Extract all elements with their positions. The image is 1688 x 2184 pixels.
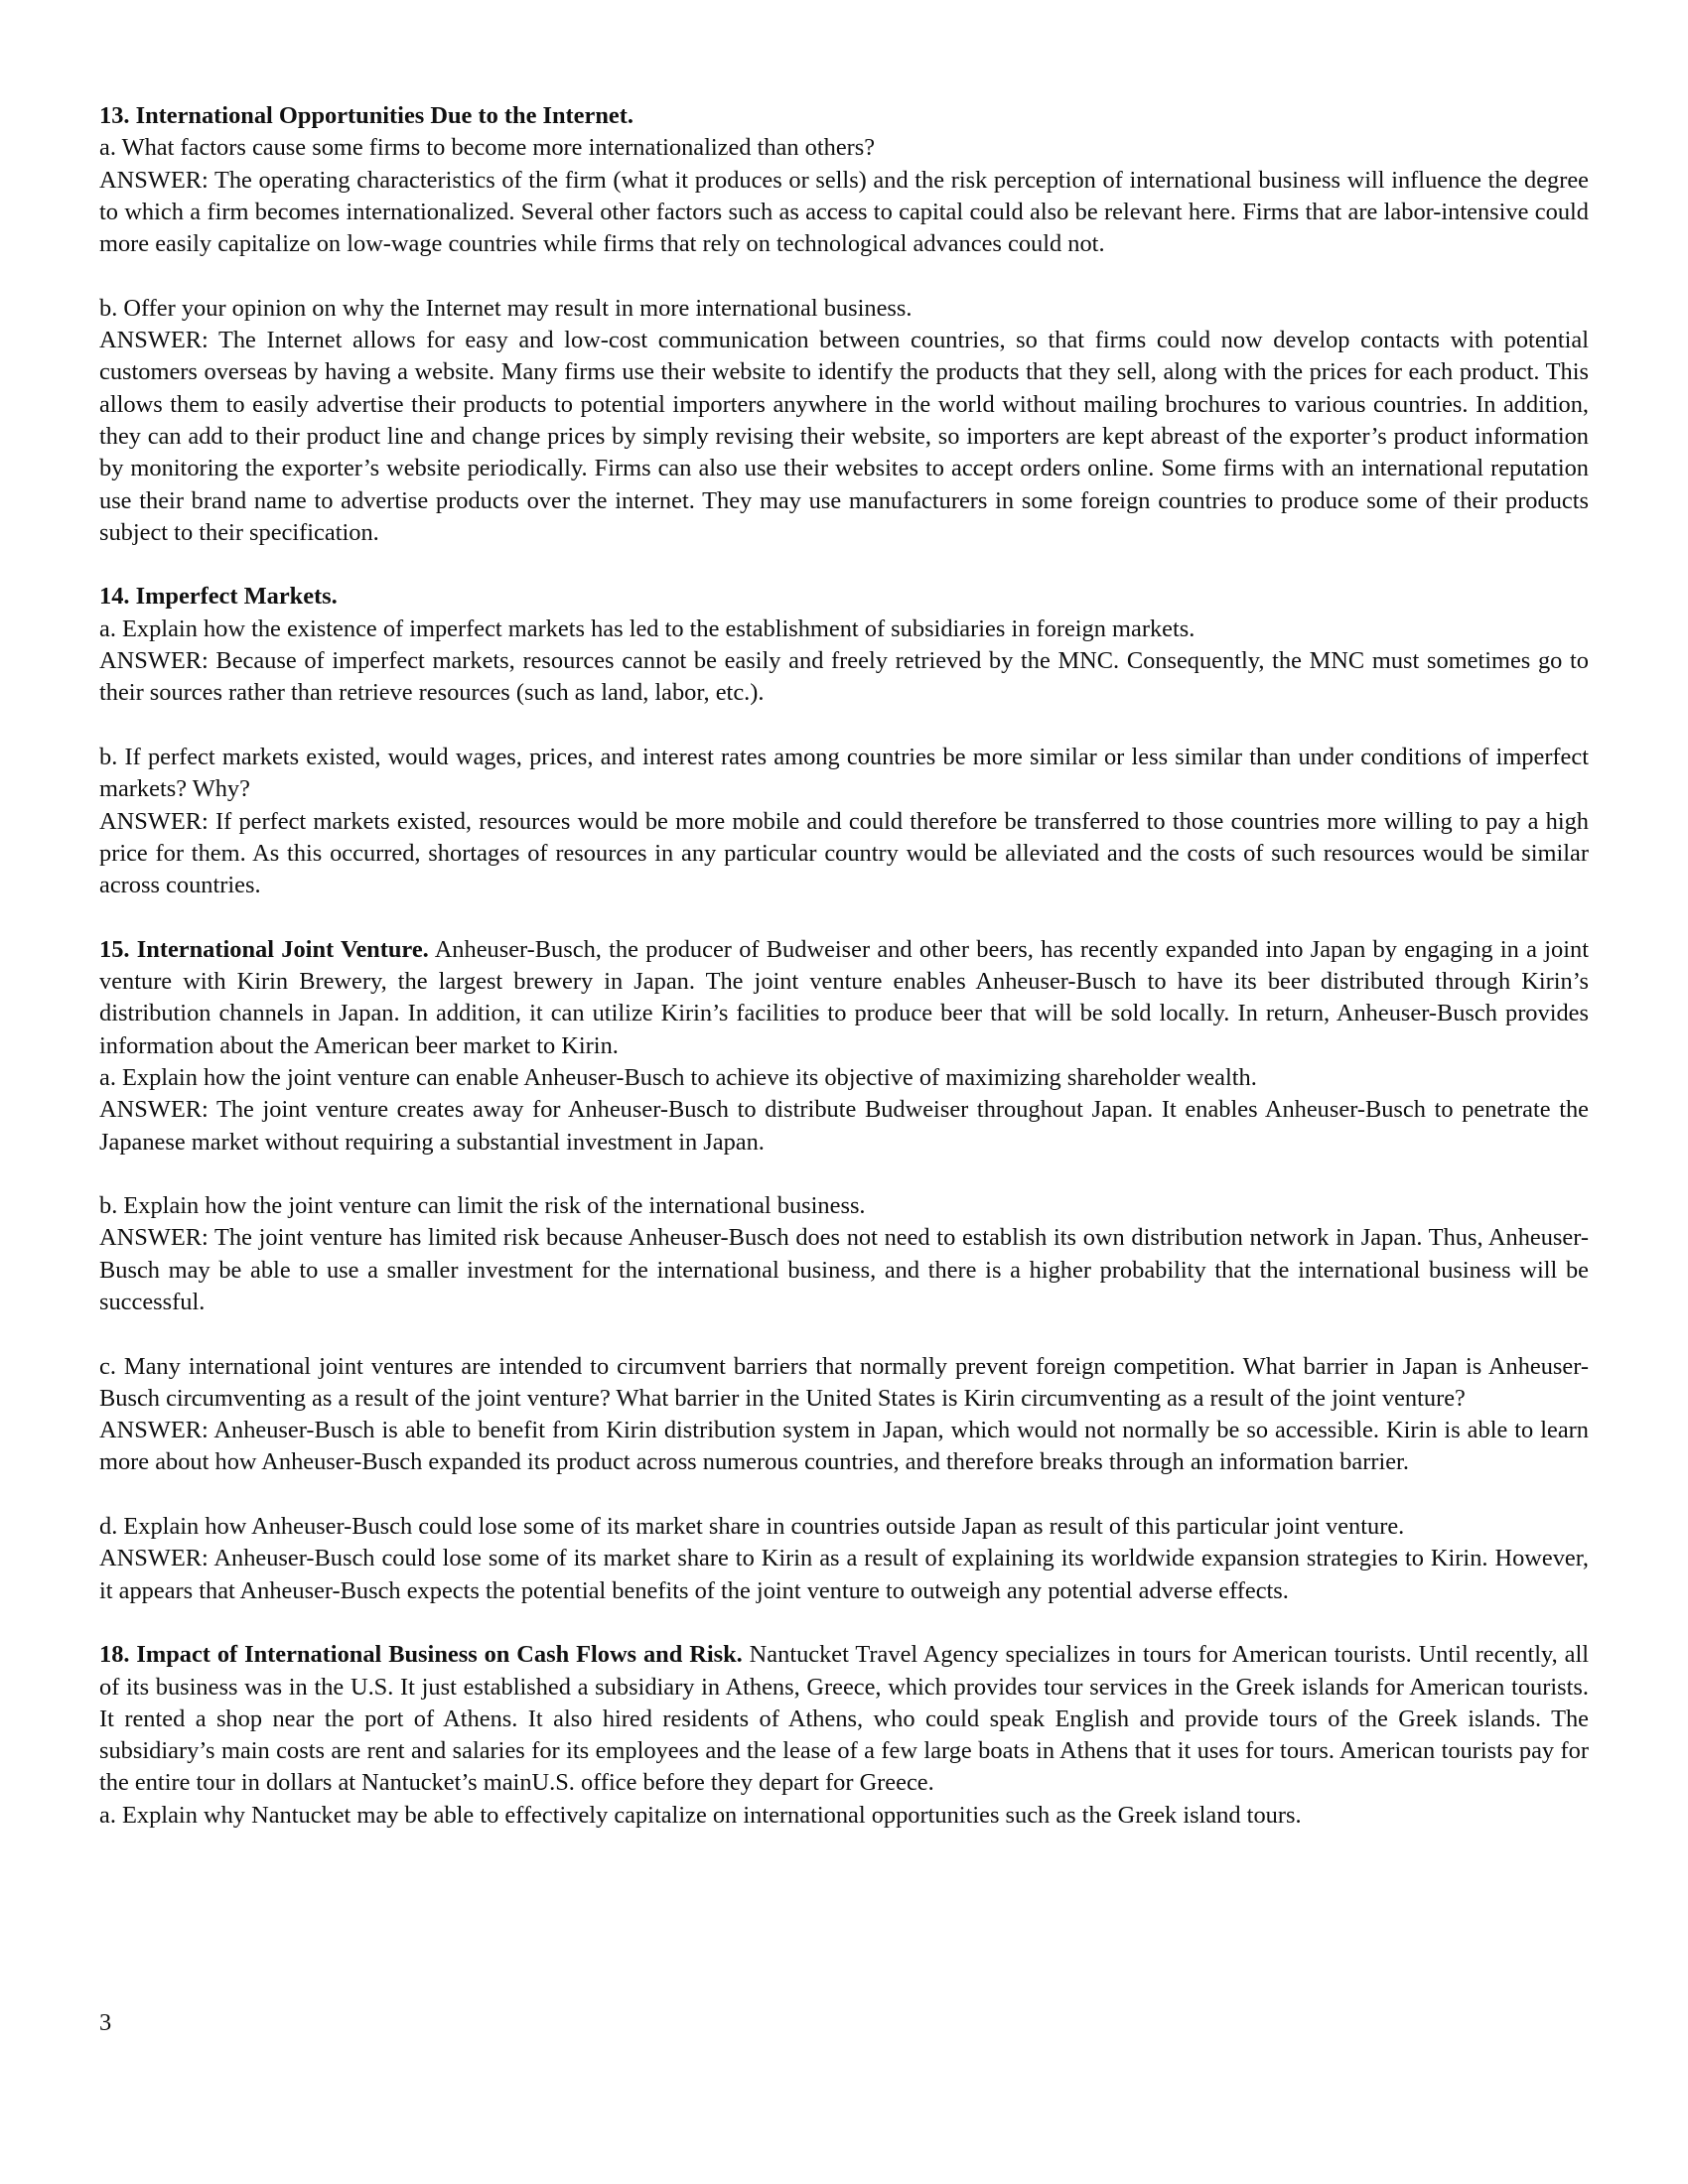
section-intro: Anheuser-Busch, the producer of Budweiser and other beers, has recently expanded into Japan by engaging in a joint venture with Kirin Brewery, the largest brewery in Japan. The joint venture enables Anheuser-Busch to have its beer distributed through Kirin’s distribution channels in Japan. In addition, it can utilize Kirin’s facilities to produce beer that will be sold locally. In return, Anheuser-Busch provides information about the American beer market to Kirin.: [99, 935, 1589, 1059]
section-heading: 13. International Opportunities Due to the Internet.: [99, 102, 633, 129]
question-text: c. Many international joint ventures are intended to circumvent barriers that normally prevent foreign competition. What barrier in Japan is Anheuser-Busch circumventing as a result of the joint venture? What barrier in the United States is Kirin circumventing as a result of the joint venture?: [99, 1352, 1589, 1412]
section-heading: 18. Impact of International Business on Cash Flows and Risk.: [99, 1641, 743, 1669]
page-number: 3: [99, 2009, 112, 2036]
spacer: [99, 1607, 1589, 1639]
section-18: [99, 1639, 1589, 1832]
question-text: a. What factors cause some firms to become more internationalized than others?: [99, 134, 876, 162]
spacer: [99, 549, 1589, 581]
answer-text: ANSWER: Anheuser-Busch is able to benefit from Kirin distribution system in Japan, which would not normally be so accessible. Kirin is able to learn more about how Anheuser-Busch expanded its product across numerous countries, and therefore breaks through an information barrier.: [99, 1417, 1589, 1476]
section-intro-paragraph: [99, 934, 1589, 1062]
spacer: [99, 1159, 1589, 1190]
question-text: a. Explain how the existence of imperfect markets has led to the establishment of subsidiaries in foreign markets.: [99, 614, 1196, 642]
section-intro-paragraph: [99, 1639, 1589, 1799]
answer-text: ANSWER: The joint venture creates away for Anheuser-Busch to distribute Budweiser throughout Japan. It enables Anheuser-Busch to penetrate the Japanese market without requiring a substantial investment in Japan.: [99, 1096, 1589, 1156]
document-page: [99, 100, 1589, 1832]
spacer: [99, 260, 1589, 292]
question-text: a. Explain how the joint venture can enable Anheuser-Busch to achieve its objective of maximizing shareholder wealth.: [99, 1063, 1257, 1091]
answer-text: ANSWER: The operating characteristics of the firm (what it produces or sells) and the risk perception of international business will influence the degree to which a firm becomes internationalized. Several other factors such as access to capital could also be relevant here. Firms that are labor-intensive could more easily capitalize on low-wage countries while firms that rely on technological advances could not.: [99, 166, 1589, 258]
answer-text: ANSWER: Anheuser-Busch could lose some of its market share to Kirin as a result of explaining its worldwide expansion strategies to Kirin. However, it appears that Anheuser-Busch expects the potential benefits of the joint venture to outweigh any potential adverse effects.: [99, 1545, 1589, 1604]
section-13: [99, 100, 1589, 549]
spacer: [99, 1318, 1589, 1350]
answer-text: ANSWER: The joint venture has limited risk because Anheuser-Busch does not need to establish its own distribution network in Japan. Thus, Anheuser-Busch may be able to use a smaller investment for the international business, and there is a higher probability that the international business will be successful.: [99, 1224, 1589, 1315]
section-14: [99, 581, 1589, 901]
question-text: b. Explain how the joint venture can limit the risk of the international business.: [99, 1192, 866, 1220]
question-text: b. Offer your opinion on why the Internet may result in more international business.: [99, 294, 913, 322]
section-heading: 14. Imperfect Markets.: [99, 583, 338, 611]
section-15: [99, 934, 1589, 1607]
spacer: [99, 901, 1589, 933]
answer-text: ANSWER: If perfect markets existed, resources would be more mobile and could therefore be transferred to those countries more willing to pay a high price for them. As this occurred, shortages of resources in any particular country would be alleviated and the costs of such resources would be similar across countries.: [99, 807, 1589, 899]
question-text: d. Explain how Anheuser-Busch could lose some of its market share in countries outside Japan as result of this particular joint venture.: [99, 1513, 1405, 1541]
question-text: a. Explain why Nantucket may be able to effectively capitalize on international opportunities such as the Greek island tours.: [99, 1801, 1302, 1829]
spacer: [99, 1479, 1589, 1511]
section-heading: 15. International Joint Venture.: [99, 935, 429, 963]
answer-text: ANSWER: The Internet allows for easy and low-cost communication between countries, so that firms could now develop contacts with potential customers overseas by having a website. Many firms use their website to identify the products that they sell, along with the prices for each product. This allows them to easily advertise their products to potential importers anywhere in the world without mailing brochures to various countries. In addition, they can add to their product line and change prices by simply revising their website, so importers are kept abreast of the exporter’s product information by monitoring the exporter’s website periodically. Firms can also use their websites to accept orders online. Some firms with an international reputation use their brand name to advertise products over the internet. They may use manufacturers in some foreign countries to produce some of their products subject to their specification.: [99, 327, 1589, 546]
answer-text: ANSWER: Because of imperfect markets, resources cannot be easily and freely retrieved by the MNC. Consequently, the MNC must sometimes go to their sources rather than retrieve resources (such as land, labor, etc.).: [99, 647, 1589, 707]
section-intro: Nantucket Travel Agency specializes in tours for American tourists. Until recently, all of its business was in the U.S. It just established a subsidiary in Athens, Greece, which provides tour services in the Greek islands for American tourists. It rented a shop near the port of Athens. It also hired residents of Athens, who could speak English and provide tours of the Greek islands. The subsidiary’s main costs are rent and salaries for its employees and the lease of a few large boats in Athens that it uses for tours. American tourists pay for the entire tour in dollars at Nantucket’s mainU.S. office before they depart for Greece.: [99, 1641, 1589, 1797]
question-text: b. If perfect markets existed, would wages, prices, and interest rates among countries be more similar or less similar than under conditions of imperfect markets? Why?: [99, 743, 1589, 803]
spacer: [99, 710, 1589, 742]
